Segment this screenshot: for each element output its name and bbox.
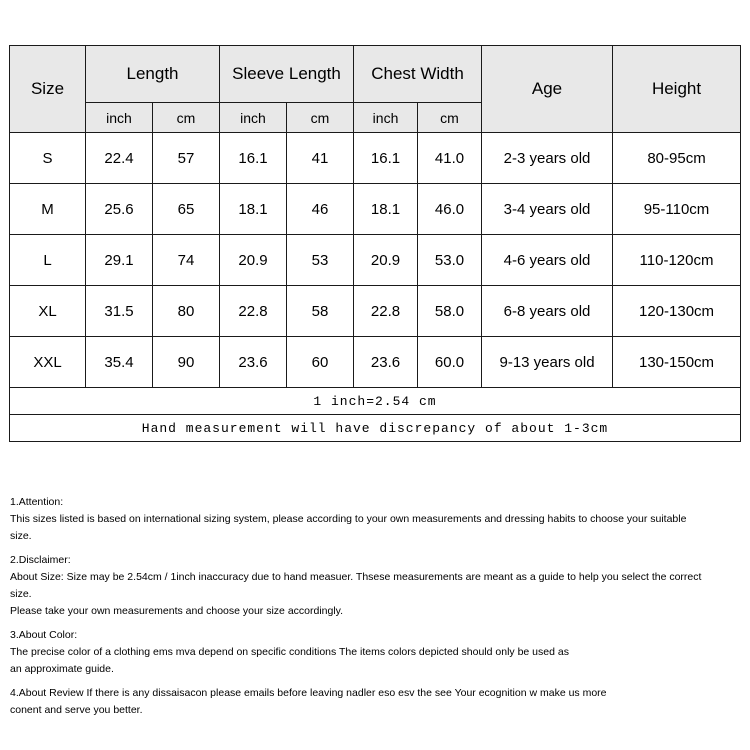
cell-length-cm: 90 <box>153 337 220 388</box>
cell-height: 95-110cm <box>613 184 741 235</box>
unit-sleeve-cm: cm <box>287 103 354 133</box>
disclaimer-line-1: About Size: Size may be 2.54cm / 1inch inaccuracy due to hand measuer. Thsese measurements are meant as a guide to help you select the correct size. <box>10 571 702 600</box>
cell-chest-inch: 23.6 <box>354 337 418 388</box>
cell-length-cm: 57 <box>153 133 220 184</box>
cell-sleeve-inch: 20.9 <box>220 235 287 286</box>
cell-size: XL <box>10 286 86 337</box>
header-age: Age <box>482 46 613 133</box>
cell-chest-inch: 16.1 <box>354 133 418 184</box>
review-line-1: 4.About Review If there is any dissaisacon please emails before leaving nadler eso esv the see Your ecognition w make us more <box>10 687 607 699</box>
cell-chest-inch: 22.8 <box>354 286 418 337</box>
unit-chest-cm: cm <box>418 103 482 133</box>
color-line-1: The precise color of a clothing ems mva depend on specific conditions The items colors depicted should only be used as <box>10 646 569 658</box>
unit-length-cm: cm <box>153 103 220 133</box>
spacer <box>10 545 710 552</box>
table-row <box>10 286 741 337</box>
unit-chest-inch: inch <box>354 103 418 133</box>
cell-chest-cm: 46.0 <box>418 184 482 235</box>
spacer <box>10 678 710 685</box>
cell-length-inch: 31.5 <box>86 286 153 337</box>
unit-sleeve-inch: inch <box>220 103 287 133</box>
cell-sleeve-cm: 60 <box>287 337 354 388</box>
cell-height: 80-95cm <box>613 133 741 184</box>
table-row <box>10 337 741 388</box>
color-title: 3.About Color: <box>10 629 78 641</box>
cell-sleeve-inch: 18.1 <box>220 184 287 235</box>
cell-sleeve-cm: 53 <box>287 235 354 286</box>
cell-height: 110-120cm <box>613 235 741 286</box>
header-height: Height <box>613 46 741 133</box>
size-table <box>9 45 741 442</box>
cell-length-cm: 65 <box>153 184 220 235</box>
cell-size: L <box>10 235 86 286</box>
cell-sleeve-inch: 23.6 <box>220 337 287 388</box>
cell-sleeve-cm: 46 <box>287 184 354 235</box>
disclaimer-line-2: Please take your own measurements and choose your size accordingly. <box>10 605 344 617</box>
cell-chest-inch: 20.9 <box>354 235 418 286</box>
cell-age: 3-4 years old <box>482 184 613 235</box>
cell-chest-cm: 60.0 <box>418 337 482 388</box>
cell-length-inch: 35.4 <box>86 337 153 388</box>
cell-size: M <box>10 184 86 235</box>
review-line-2: conent and serve you better. <box>10 704 143 716</box>
cell-chest-inch: 18.1 <box>354 184 418 235</box>
cell-sleeve-cm: 41 <box>287 133 354 184</box>
cell-age: 6-8 years old <box>482 286 613 337</box>
cell-length-cm: 74 <box>153 235 220 286</box>
cell-height: 120-130cm <box>613 286 741 337</box>
cell-age: 2-3 years old <box>482 133 613 184</box>
unit-length-inch: inch <box>86 103 153 133</box>
notes-section <box>10 494 710 719</box>
spacer <box>10 620 710 627</box>
cell-length-inch: 22.4 <box>86 133 153 184</box>
table-footer-row-conversion <box>10 388 741 415</box>
cell-length-cm: 80 <box>153 286 220 337</box>
cell-sleeve-inch: 16.1 <box>220 133 287 184</box>
cell-sleeve-inch: 22.8 <box>220 286 287 337</box>
header-size: Size <box>10 46 86 133</box>
cell-chest-cm: 53.0 <box>418 235 482 286</box>
cell-chest-cm: 41.0 <box>418 133 482 184</box>
attention-body: This sizes listed is based on international sizing system, please according to your own measurements and dressing habits to choose your suitable size. <box>10 513 687 542</box>
table-row <box>10 184 741 235</box>
header-chest-width: Chest Width <box>354 46 482 103</box>
table-row <box>10 235 741 286</box>
footer-note-inch-conversion: 1 inch=2.54 cm <box>10 388 741 415</box>
attention-title: 1.Attention: <box>10 496 64 508</box>
footer-note-hand-measurement: Hand measurement will have discrepancy of about 1-3cm <box>10 415 741 442</box>
cell-size: S <box>10 133 86 184</box>
cell-age: 9-13 years old <box>482 337 613 388</box>
size-table-container <box>9 45 740 442</box>
header-sleeve-length: Sleeve Length <box>220 46 354 103</box>
cell-chest-cm: 58.0 <box>418 286 482 337</box>
cell-size: XXL <box>10 337 86 388</box>
cell-height: 130-150cm <box>613 337 741 388</box>
table-row <box>10 133 741 184</box>
cell-length-inch: 29.1 <box>86 235 153 286</box>
cell-length-inch: 25.6 <box>86 184 153 235</box>
disclaimer-title: 2.Disclaimer: <box>10 554 71 566</box>
cell-sleeve-cm: 58 <box>287 286 354 337</box>
table-footer-row-discrepancy <box>10 415 741 442</box>
cell-age: 4-6 years old <box>482 235 613 286</box>
header-length: Length <box>86 46 220 103</box>
table-header-row <box>10 46 741 103</box>
color-line-2: an approximate guide. <box>10 663 114 675</box>
